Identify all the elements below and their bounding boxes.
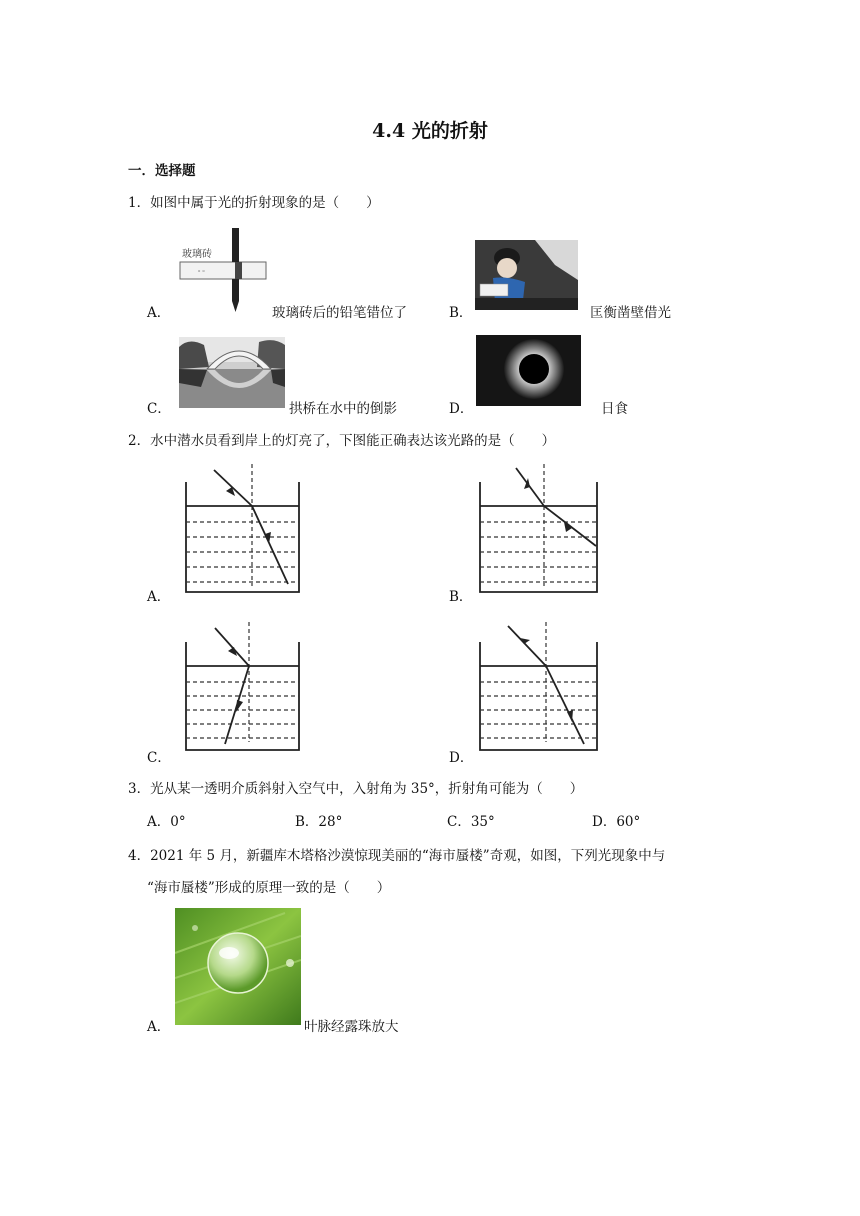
q4-option-a-letter: A．	[147, 1019, 171, 1035]
q3-option-d	[592, 810, 640, 830]
q2-option-c-letter: C．	[147, 750, 171, 766]
page-title: 4.4 光的折射	[372, 120, 488, 142]
svg-text:ᵒ ᵒ: ᵒ ᵒ	[198, 269, 205, 276]
q3-option-c	[447, 810, 495, 830]
q3-option-b	[295, 810, 342, 830]
q1-option-c-image	[179, 337, 285, 408]
q2-option-a-diagram	[182, 462, 302, 596]
q2-option-b-letter: B．	[449, 589, 473, 605]
question-4-stem-line-2: “海市蜃楼”形成的原理一致的是（ ）	[147, 880, 391, 896]
q2-option-b-diagram	[476, 462, 601, 596]
section-heading: 一．选择题	[128, 163, 196, 179]
q4-option-a-caption: 叶脉经露珠放大	[304, 1019, 399, 1035]
q1-option-b-letter: B．	[449, 305, 473, 321]
q1-option-b-image	[475, 240, 578, 310]
q3-option-a	[147, 810, 186, 830]
glass-brick-label: 玻璃砖	[182, 249, 212, 260]
question-3-stem: 3．光从某一透明介质斜射入空气中，入射角为 35°，折射角可能为（ ）	[128, 781, 584, 797]
q1-option-a-caption: 玻璃砖后的铅笔错位了	[272, 305, 407, 321]
q1-option-a-letter: A．	[147, 305, 171, 321]
q3-option-b-letter: B．	[295, 814, 319, 830]
q3-option-d-text: 60°	[616, 814, 641, 830]
q2-option-a-letter: A．	[147, 589, 171, 605]
q1-option-d-image	[476, 335, 581, 406]
q1-option-a-image	[178, 226, 268, 314]
q4-option-a-image	[175, 908, 301, 1025]
question-4-stem-line-1: 4．2021 年 5 月，新疆库木塔格沙漠惊现美丽的“海市蜃楼”奇观，如图，下列光现象中与	[128, 848, 666, 864]
question-2-stem: 2．水中潜水员看到岸上的灯亮了，下图能正确表达该光路的是（ ）	[128, 433, 556, 449]
q1-option-c-caption: 拱桥在水中的倒影	[289, 401, 397, 417]
q1-option-d-caption: 日食	[601, 401, 628, 417]
q1-option-d-letter: D．	[449, 401, 474, 417]
q2-option-d-diagram	[476, 620, 601, 754]
question-1-stem: 1．如图中属于光的折射现象的是（ ）	[128, 195, 380, 211]
q1-option-c-letter: C．	[147, 401, 171, 417]
q3-option-a-text: 0°	[170, 814, 186, 830]
q2-option-d-letter: D．	[449, 750, 474, 766]
q3-option-d-letter: D．	[592, 814, 617, 830]
q3-option-a-letter: A．	[147, 814, 171, 830]
q3-option-c-text: 35°	[470, 814, 495, 830]
q3-option-c-letter: C．	[447, 814, 471, 830]
q2-option-c-diagram	[182, 620, 302, 754]
q3-option-b-text: 28°	[318, 814, 343, 830]
q1-option-b-caption: 匡衡凿壁借光	[590, 305, 671, 321]
